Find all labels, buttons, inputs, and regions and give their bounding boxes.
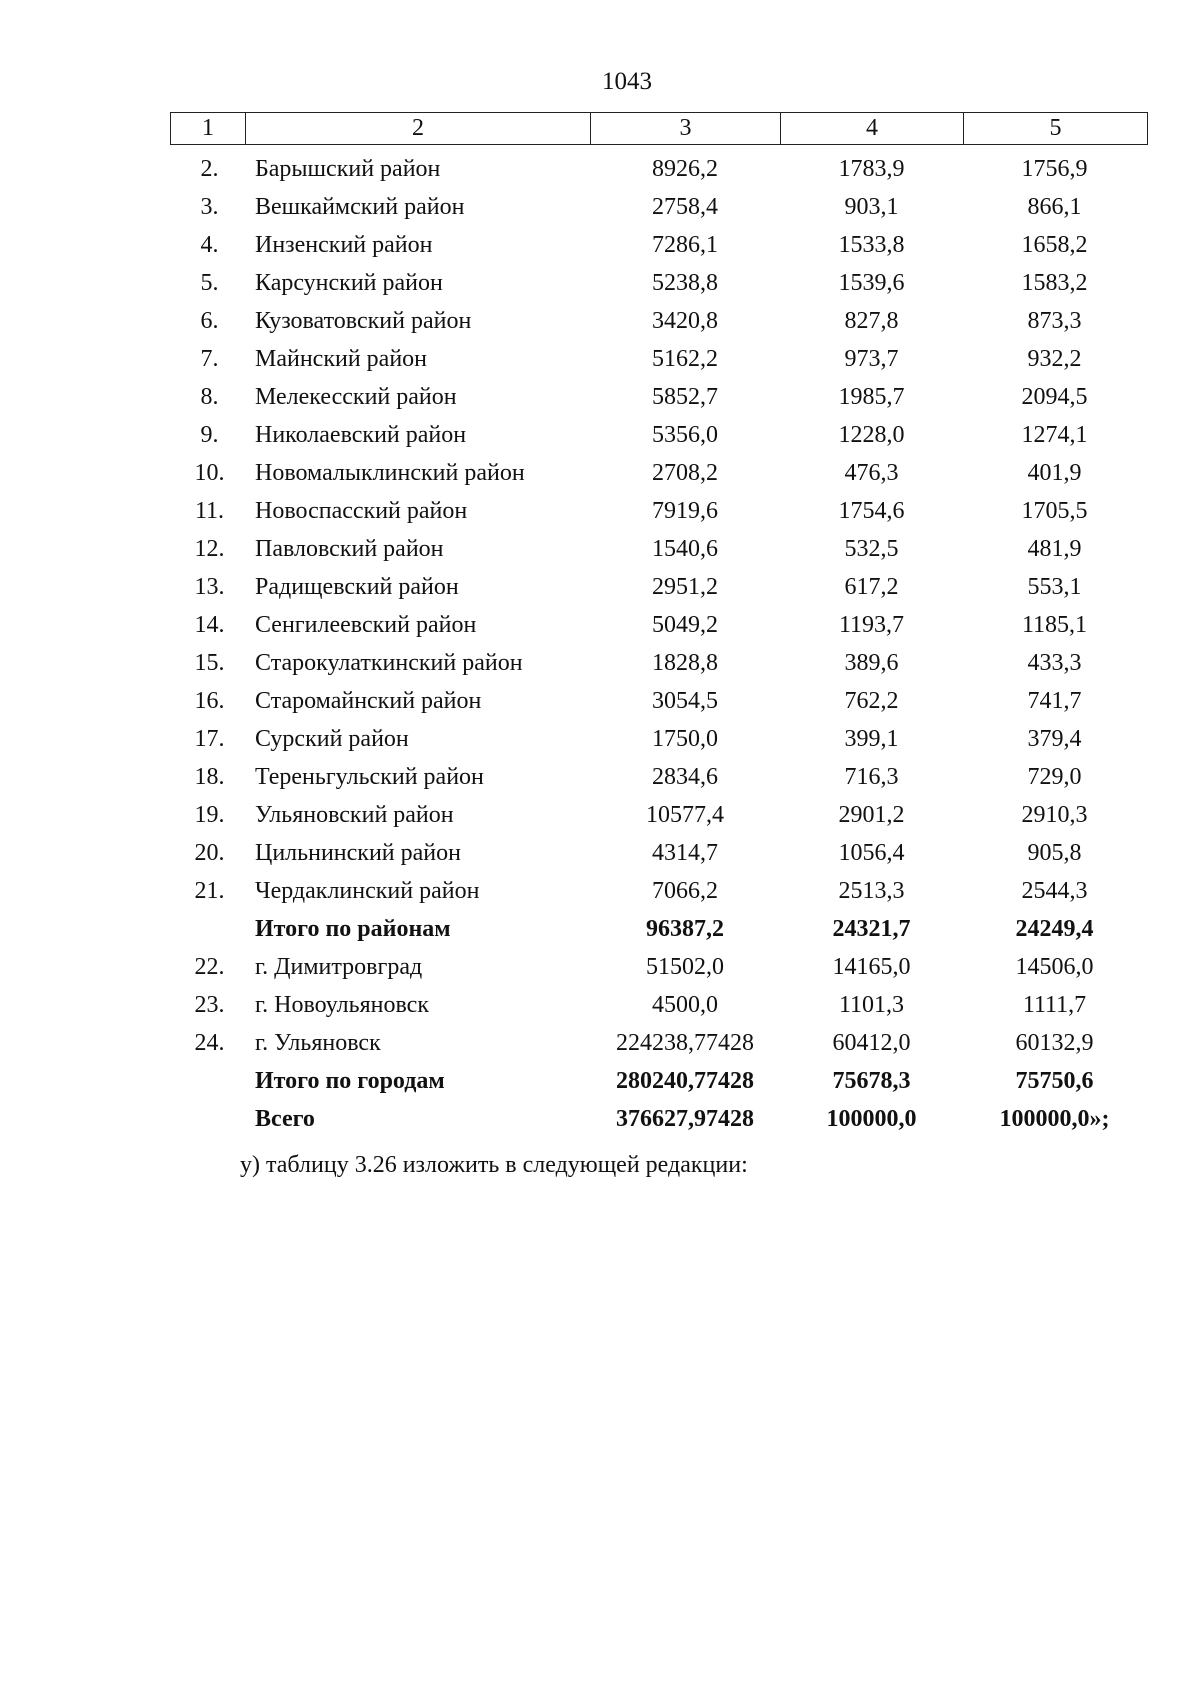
table-row <box>170 796 1146 834</box>
row-col5-value: 866,1 <box>1027 193 1082 220</box>
row-col4-value: 75678,3 <box>832 1067 911 1094</box>
row-name: Сенгилеевский район <box>255 611 477 638</box>
row-name: Сурский район <box>255 725 409 752</box>
table-row <box>170 150 1146 188</box>
row-number: 2. <box>200 155 219 182</box>
instruction-text: у) таблицу 3.26 изложить в следующей редакции: <box>240 1152 748 1178</box>
table-row <box>170 758 1146 796</box>
row-col4-value: 1228,0 <box>838 421 905 448</box>
row-col3-value: 4314,7 <box>652 839 718 866</box>
row-col3-value: 7286,1 <box>652 231 718 258</box>
row-col4-value: 903,1 <box>844 193 899 220</box>
row-name: Николаевский район <box>255 421 467 448</box>
header-cell-3: 3 <box>591 113 781 144</box>
row-col5-value: 2544,3 <box>1021 877 1088 904</box>
page-number: 1043 <box>602 68 652 95</box>
row-col5-value: 1756,9 <box>1021 155 1088 182</box>
row-col5-value: 24249,4 <box>1015 915 1094 942</box>
row-col3-value: 224238,77428 <box>616 1029 754 1056</box>
row-col4-value: 762,2 <box>844 687 899 714</box>
table-row <box>170 416 1146 454</box>
row-col3-value: 8926,2 <box>652 155 718 182</box>
table-row <box>170 720 1146 758</box>
row-number: 19. <box>194 801 225 828</box>
table-row <box>170 948 1146 986</box>
row-col4-value: 617,2 <box>844 573 899 600</box>
row-name: Тереньгульский район <box>255 763 484 790</box>
header-cell-4: 4 <box>781 113 964 144</box>
row-col3-value: 5852,7 <box>652 383 718 410</box>
table-row <box>170 226 1146 264</box>
row-col5-value: 2910,3 <box>1021 801 1088 828</box>
row-col5-value: 433,3 <box>1027 649 1082 676</box>
row-col4-value: 100000,0 <box>826 1105 917 1132</box>
row-number: 13. <box>194 573 225 600</box>
row-name: Итого по районам <box>255 915 451 942</box>
row-col3-value: 2834,6 <box>652 763 718 790</box>
row-number: 3. <box>200 193 219 220</box>
row-col4-value: 973,7 <box>844 345 899 372</box>
table-row <box>170 644 1146 682</box>
row-col3-value: 5162,2 <box>652 345 718 372</box>
row-number: 21. <box>194 877 225 904</box>
row-number: 8. <box>200 383 219 410</box>
row-col5-value: 379,4 <box>1027 725 1082 752</box>
row-name: Чердаклинский район <box>255 877 480 904</box>
row-col5-value: 729,0 <box>1027 763 1082 790</box>
row-number: 9. <box>200 421 219 448</box>
row-col4-value: 60412,0 <box>832 1029 911 1056</box>
row-name: Итого по городам <box>255 1067 445 1094</box>
row-col5-value: 1658,2 <box>1021 231 1088 258</box>
row-number: 11. <box>194 497 225 524</box>
row-col4-value: 24321,7 <box>832 915 911 942</box>
row-col4-value: 1056,4 <box>838 839 905 866</box>
row-col3-value: 1828,8 <box>652 649 718 676</box>
table-header <box>170 112 1148 145</box>
row-col4-value: 14165,0 <box>832 953 911 980</box>
header-cell-1: 1 <box>171 113 246 144</box>
row-number: 22. <box>194 953 225 980</box>
row-col4-value: 399,1 <box>844 725 899 752</box>
table-row <box>170 568 1146 606</box>
row-col5-value: 873,3 <box>1027 307 1082 334</box>
row-name: Старомайнский район <box>255 687 482 714</box>
table-row <box>170 606 1146 644</box>
table-row <box>170 378 1146 416</box>
row-col3-value: 51502,0 <box>646 953 724 980</box>
row-number: 24. <box>194 1029 225 1056</box>
row-col4-value: 1783,9 <box>838 155 905 182</box>
row-col4-value: 1193,7 <box>838 611 905 638</box>
row-col4-value: 1539,6 <box>838 269 905 296</box>
row-number: 18. <box>194 763 225 790</box>
row-col5-value: 14506,0 <box>1015 953 1094 980</box>
row-col4-value: 827,8 <box>844 307 899 334</box>
row-col3-value: 2708,2 <box>652 459 718 486</box>
table-total-row <box>170 1100 1146 1138</box>
table-row <box>170 454 1146 492</box>
row-col3-value: 1750,0 <box>652 725 718 752</box>
row-name: Майнский район <box>255 345 428 372</box>
row-col4-value: 1533,8 <box>838 231 905 258</box>
row-number: 14. <box>194 611 225 638</box>
row-name: г. Димитровград <box>255 953 423 980</box>
table-row <box>170 302 1146 340</box>
row-col4-value: 2513,3 <box>838 877 905 904</box>
table-row <box>170 834 1146 872</box>
row-name: Ульяновский район <box>255 801 454 828</box>
row-col5-value: 1111,7 <box>1022 991 1087 1018</box>
table-row <box>170 872 1146 910</box>
row-col5-value: 1185,1 <box>1021 611 1088 638</box>
row-col3-value: 3054,5 <box>652 687 718 714</box>
row-col3-value: 1540,6 <box>652 535 718 562</box>
row-number: 5. <box>200 269 219 296</box>
row-col3-value: 7066,2 <box>652 877 718 904</box>
table-row <box>170 682 1146 720</box>
table-row <box>170 188 1146 226</box>
row-col4-value: 389,6 <box>844 649 899 676</box>
row-col4-value: 716,3 <box>844 763 899 790</box>
row-number: 16. <box>194 687 225 714</box>
table-total-row <box>170 1062 1146 1100</box>
row-col5-value: 1705,5 <box>1021 497 1088 524</box>
row-number: 7. <box>200 345 219 372</box>
row-col5-value: 481,9 <box>1027 535 1082 562</box>
table-row <box>170 264 1146 302</box>
row-col5-value: 401,9 <box>1027 459 1082 486</box>
row-name: г. Новоульяновск <box>255 991 429 1018</box>
row-col5-value: 1274,1 <box>1021 421 1088 448</box>
row-number: 20. <box>194 839 225 866</box>
row-number: 6. <box>200 307 219 334</box>
row-col5-value: 100000,0»; <box>999 1105 1110 1132</box>
row-col3-value: 10577,4 <box>646 801 724 828</box>
table-row <box>170 492 1146 530</box>
row-col5-value: 741,7 <box>1027 687 1082 714</box>
row-col5-value: 905,8 <box>1027 839 1082 866</box>
row-col3-value: 4500,0 <box>652 991 718 1018</box>
row-name: Барышский район <box>255 155 441 182</box>
row-col3-value: 2758,4 <box>652 193 718 220</box>
row-col5-value: 932,2 <box>1027 345 1082 372</box>
row-number: 15. <box>194 649 225 676</box>
row-name: Новоспасский район <box>255 497 468 524</box>
row-col5-value: 1583,2 <box>1021 269 1088 296</box>
header-cell-5: 5 <box>1049 115 1062 141</box>
header-cell-2: 2 <box>246 113 591 144</box>
row-col4-value: 1754,6 <box>838 497 905 524</box>
row-name: Вешкаймский район <box>255 193 465 220</box>
table-body <box>170 150 1146 1138</box>
row-name: Павловский район <box>255 535 444 562</box>
row-col3-value: 5049,2 <box>652 611 718 638</box>
table-row <box>170 340 1146 378</box>
row-col3-value: 96387,2 <box>646 915 724 942</box>
row-number: 12. <box>194 535 225 562</box>
row-col3-value: 2951,2 <box>652 573 718 600</box>
table-row <box>170 530 1146 568</box>
row-col4-value: 2901,2 <box>838 801 905 828</box>
row-col4-value: 1985,7 <box>838 383 905 410</box>
row-name: Карсунский район <box>255 269 443 296</box>
row-name: г. Ульяновск <box>255 1029 381 1056</box>
row-col3-value: 7919,6 <box>652 497 718 524</box>
row-name: Новомалыклинский район <box>255 459 525 486</box>
row-name: Старокулаткинский район <box>255 649 523 676</box>
row-col3-value: 5356,0 <box>652 421 718 448</box>
row-col3-value: 280240,77428 <box>616 1067 754 1094</box>
row-col3-value: 5238,8 <box>652 269 718 296</box>
row-number: 23. <box>194 991 225 1018</box>
table-row <box>170 986 1146 1024</box>
row-col5-value: 75750,6 <box>1015 1067 1094 1094</box>
row-name: Мелекесский район <box>255 383 457 410</box>
row-col5-value: 553,1 <box>1027 573 1082 600</box>
row-number: 10. <box>194 459 225 486</box>
row-number: 4. <box>200 231 219 258</box>
row-col4-value: 1101,3 <box>838 991 905 1018</box>
row-col3-value: 376627,97428 <box>616 1105 754 1132</box>
table-row <box>170 1024 1146 1062</box>
row-col4-value: 532,5 <box>844 535 899 562</box>
row-col4-value: 476,3 <box>844 459 899 486</box>
row-col3-value: 3420,8 <box>652 307 718 334</box>
row-col5-value: 2094,5 <box>1021 383 1088 410</box>
row-col5-value: 60132,9 <box>1015 1029 1094 1056</box>
row-number: 17. <box>194 725 225 752</box>
row-name: Кузоватовский район <box>255 307 472 334</box>
row-name: Цильнинский район <box>255 839 461 866</box>
table-total-row <box>170 910 1146 948</box>
row-name: Радищевский район <box>255 573 459 600</box>
row-name: Инзенский район <box>255 231 433 258</box>
row-name: Всего <box>255 1105 315 1132</box>
